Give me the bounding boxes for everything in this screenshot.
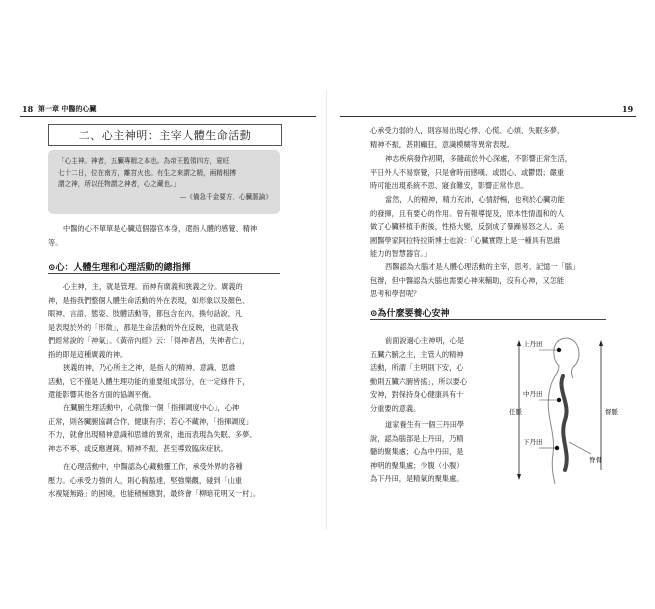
text-line: 活動，所謂「主明則下安，心 — [370, 363, 464, 372]
spine-label: 脊骨 — [589, 456, 602, 464]
text-line: 分重要的意義。 — [370, 403, 421, 413]
middle-dot — [557, 398, 561, 402]
text-line: 心主神，主，就是管理。而神有廣義和狹義之分。廣義的 — [63, 282, 243, 291]
text-line: 做了心臟移植手術後，性格大變，反倒成了暴躁易怒之人。美 — [370, 222, 565, 231]
upper-label: 上丹田 — [523, 340, 543, 348]
text-line: 神，是指我們整個人體生命活動的外在表現，如形象以及顏色、 — [48, 295, 250, 305]
text-line: 們經常說的「神氣」。《黃帝內經》云：「得神者昌，失神者亡」， — [48, 336, 250, 345]
section-title — [48, 124, 282, 146]
header-rule — [20, 116, 316, 117]
text-line: 當然，人的精神，精力充沛，心情舒暢，也利於心臟功能 — [385, 195, 565, 204]
text-line: 時可能出現系統不思、寢食難安，影響正常作息。 — [370, 181, 529, 190]
text-line: 心承受力弱的人，則容易出現心悸、心慌、心煩、失眠多夢、 — [370, 126, 565, 135]
text-line: 等。 — [48, 237, 63, 247]
spine-leader — [569, 442, 591, 454]
running-title: 第一章 中醫的心臟 — [38, 104, 97, 113]
du-label: 督脈 — [605, 408, 618, 416]
body-paragraph — [48, 460, 280, 501]
text-line: 髓的聚集處；心為中丹田，是 — [370, 447, 464, 456]
middle-label: 中丹田 — [523, 390, 543, 398]
quote-source: —《備急千金要方．心臟脈論》 — [179, 192, 272, 201]
body-paragraph — [370, 418, 506, 486]
subhead: ⊙心：人體生理和心理活動的總指揮 — [48, 263, 191, 273]
arrow-up-icon — [517, 340, 521, 346]
text-line: 道家養生有一個三丹田學 — [385, 420, 465, 429]
arrow-up-icon — [599, 340, 603, 346]
text-line: 眼神、言語、態姿、肢體活動等，都包含在內，換句話說，凡 — [48, 309, 243, 318]
quote-box — [48, 150, 280, 214]
left-page — [0, 0, 327, 609]
page-gutter — [326, 90, 327, 530]
text-line: 國醫學家阿拉特拉斯博士也說：「心臟實際上是一種具有思維 — [370, 235, 561, 245]
text-line: 中醫的心不單單是心臟這個器官本身，還指人體的感覺、精神 — [63, 224, 258, 233]
page-number: 18 — [22, 104, 34, 114]
spine-line — [561, 376, 566, 470]
text-line: 安神，對保持身心健康具有十 — [370, 390, 464, 399]
text-line: 的發揮，且有要心的作用。曾有報導提及，原本性情溫和的人 — [370, 208, 565, 218]
text-line: 神志不寧、或反應遲鈍、精神不振，甚至導致臨床症狀。 — [48, 443, 228, 453]
body-paragraph — [370, 260, 606, 301]
text-line: 精神不振，甚則癲狂，意識模糊等異常表現。 — [370, 139, 514, 149]
text-line: 思考和學習呢？ — [370, 289, 421, 298]
face-outline — [567, 338, 579, 378]
text-line: 動則五臟六腑皆搖」，所以要心 — [370, 376, 468, 386]
text-line: 包辦，但中醫認為大腦也需要心神來輔助，沒有心神，又怎能 — [370, 275, 565, 285]
text-line: 神明的聚集處；少腹（小腹） — [370, 460, 464, 470]
ren-label: 任脈 — [509, 408, 522, 416]
body-paragraph — [48, 401, 280, 455]
body-outline — [548, 338, 567, 484]
text-line: 在心理活動中，中醫認為心藏動靈工作，承受外界的各種 — [63, 462, 243, 471]
text-line: 前面說過心主神明，心是 — [385, 336, 465, 345]
upper-dot — [557, 348, 561, 352]
lower-dot — [555, 446, 559, 450]
text-line: 不力，就會出現精神意識和思維的異常，進而表現為失眠、多夢、 — [48, 430, 257, 439]
text-line: 正常，則各臟腑協調合作，健康有序；若心不藏神，「指揮調度」 — [48, 416, 253, 426]
text-line: 為下丹田，是精氣的聚集處。 — [370, 474, 464, 483]
quote-line: 謂之神，所以任物謂之神者，心之藏也。」 — [58, 180, 180, 188]
quote-line: 「心主神。神者，五臟專精之本也。為帝王監領四方，夏旺 — [58, 157, 230, 165]
text-line: 水複疑無路」的困境，也能積極應對，最終會「柳暗花明又一村」。 — [48, 489, 261, 498]
body-paragraph — [370, 124, 606, 151]
text-line: 還能影響其他各方面的協調平衡。 — [48, 390, 156, 399]
page-number: 19 — [622, 104, 634, 114]
body-paragraph — [48, 280, 280, 361]
body-paragraph — [48, 361, 280, 402]
text-line: 西醫認為大腦才是人體心理活動的主宰，思考、記憶一「腦」 — [385, 262, 580, 271]
text-line: 是表現於外的「形徵」，都是生命活動的外在反映，也就是我 — [48, 322, 239, 332]
text-line: 神志疾病發作初期，多隨疏於外心深處，不影響正常生活， — [385, 154, 572, 163]
subhead-rule — [370, 319, 606, 320]
text-line: 在臟腑生理活動中，心就像一個「指揮調度中心」，心神 — [63, 403, 240, 412]
text-line: 活動，它不僅是人體生理功能的重要組成部分，在一定條件下， — [48, 376, 250, 386]
subhead: ⊙為什麼要養心安神 — [370, 309, 450, 319]
text-line: 壓力。心承受力強的人，則心胸豁達，堅強樂觀，碰到「山重 — [48, 475, 243, 485]
text-line: 能力的智慧器官。」 — [370, 249, 432, 258]
body-paragraph — [370, 334, 506, 415]
quote-line: 七十二日，位在南方，離宮火也。有生之來謂之精，兩精相搏 — [58, 168, 237, 177]
text-line: 指的即是這種廣義的神。 — [48, 349, 128, 359]
intro-paragraph — [48, 222, 280, 249]
header-rule — [340, 116, 636, 117]
subhead-rule — [48, 273, 280, 274]
text-line: 狹義的神，乃心所主之神，是指人的精神、意識、思維 — [63, 363, 236, 372]
text-line: 說，認為腦部是上丹田，乃精 — [370, 433, 464, 443]
dantian-figure — [509, 330, 621, 486]
body-paragraph — [370, 152, 606, 193]
body-paragraph — [370, 193, 606, 261]
section-title-text: 二、心主神明：主宰人體生命活動 — [78, 129, 252, 142]
text-line: 五臟六腑之主，主管人的精神 — [370, 349, 464, 359]
arrow-down-icon — [517, 474, 521, 480]
lower-label: 下丹田 — [523, 438, 543, 446]
right-page — [328, 0, 655, 609]
text-line: 平日外人不易察覺，只是會時而感嘆、或悶心、或鬱悶；嚴重 — [370, 167, 565, 177]
